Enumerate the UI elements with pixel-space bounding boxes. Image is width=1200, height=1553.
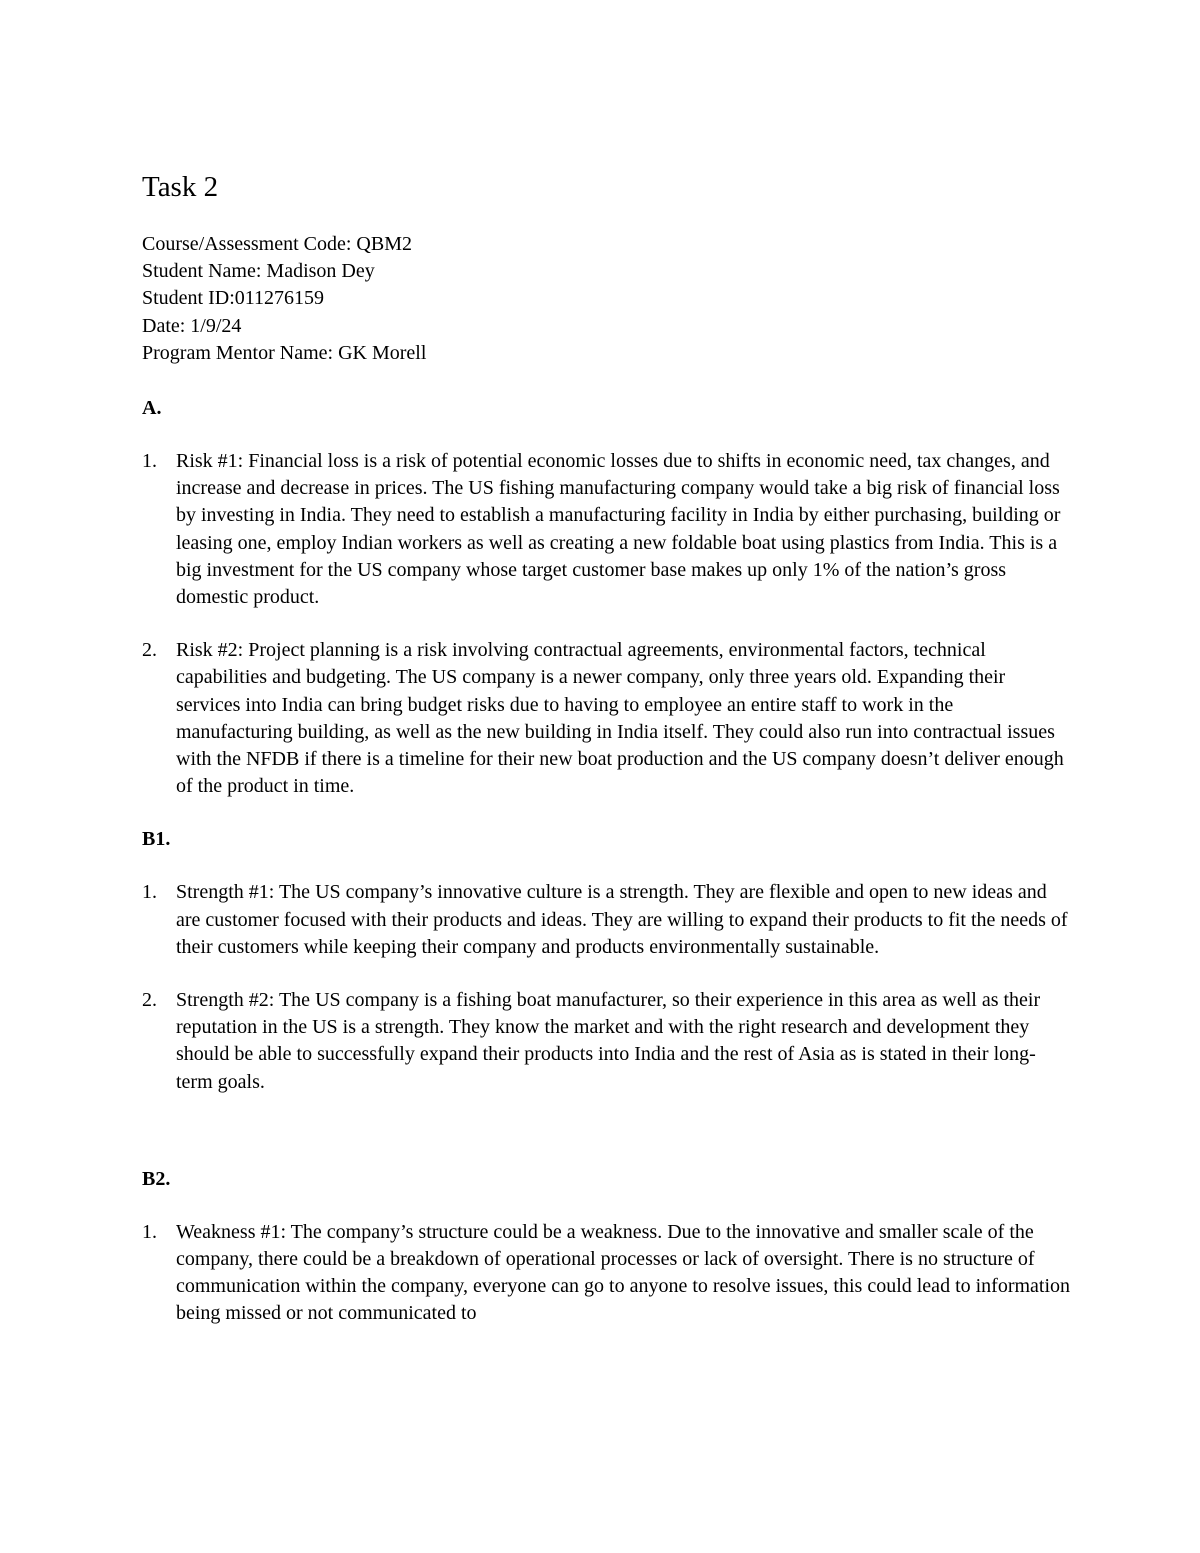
- list-item-text: Risk #2: Project planning is a risk involving contractual agreements, environmental factors, technical capabilities and budgeting. The US company is a newer company, only three years old. Expanding their services into India can bring budget risks due to having to employee an entire staff to work in the manufacturing building, as well as the new building in India itself. They could also run into contractual issues with the NFDB if there is a timeline for their new boat production and the US company doesn’t deliver enough of the product in time.: [176, 639, 1064, 798]
- date: Date: 1/9/24: [142, 314, 242, 337]
- list-item: [142, 879, 1072, 961]
- list-item: [142, 637, 1072, 800]
- section-b1-list: [142, 879, 1072, 1095]
- list-item: [142, 448, 1072, 611]
- document-meta: [142, 231, 1072, 367]
- spacer: [142, 1122, 1072, 1166]
- list-number: 1.: [142, 1220, 157, 1243]
- list-item-text: Risk #1: Financial loss is a risk of potential economic losses due to shifts in economic need, tax changes, and increase and decrease in prices. The US fishing manufacturing company would take a big risk of financial loss by investing in India. They need to establish a manufacturing facility in India by either purchasing, building or leasing one, employ Indian workers as well as creating a new foldable boat using plastics from India. This is a big investment for the US company whose target customer base makes up only 1% of the nation’s gross domestic product.: [176, 450, 1061, 609]
- section-b1-heading: B1.: [142, 828, 171, 851]
- list-item-text: Weakness #1: The company’s structure could be a weakness. Due to the innovative and smaller scale of the company, there could be a breakdown of operational processes or lack of oversight. There is no structure of communication within the company, everyone can go to anyone to resolve issues, this could lead to information being missed or not communicated to: [176, 1220, 1071, 1325]
- document-title: Task 2: [142, 171, 219, 203]
- list-item-text: Strength #1: The US company’s innovative culture is a strength. They are flexible and open to new ideas and are customer focused with their products and ideas. They are willing to expand their products to fit the needs of their customers while keeping their company and products environmentally sustainable.: [176, 881, 1068, 958]
- list-item-text: Strength #2: The US company is a fishing boat manufacturer, so their experience in this area as well as their reputation in the US is a strength. They know the market and with the right research and development they should be able to successfully expand their products into India and the rest of Asia as is stated in their long-term goals.: [176, 989, 1041, 1093]
- section-b2-heading: B2.: [142, 1167, 171, 1190]
- list-number: 2.: [142, 989, 157, 1012]
- section-b2-list: [142, 1219, 1072, 1328]
- section-a-heading: A.: [142, 397, 162, 420]
- list-item: [142, 987, 1072, 1096]
- list-number: 2.: [142, 639, 157, 662]
- course-code: Course/Assessment Code: QBM2: [142, 233, 412, 255]
- program-mentor: Program Mentor Name: GK Morell: [142, 341, 427, 364]
- list-number: 1.: [142, 881, 157, 904]
- section-a-list: [142, 448, 1072, 800]
- student-name: Student Name: Madison Dey: [142, 260, 375, 283]
- student-id: Student ID:011276159: [142, 287, 325, 310]
- document-body: [142, 168, 1072, 1354]
- list-number: 1.: [142, 450, 157, 473]
- list-item: [142, 1219, 1072, 1328]
